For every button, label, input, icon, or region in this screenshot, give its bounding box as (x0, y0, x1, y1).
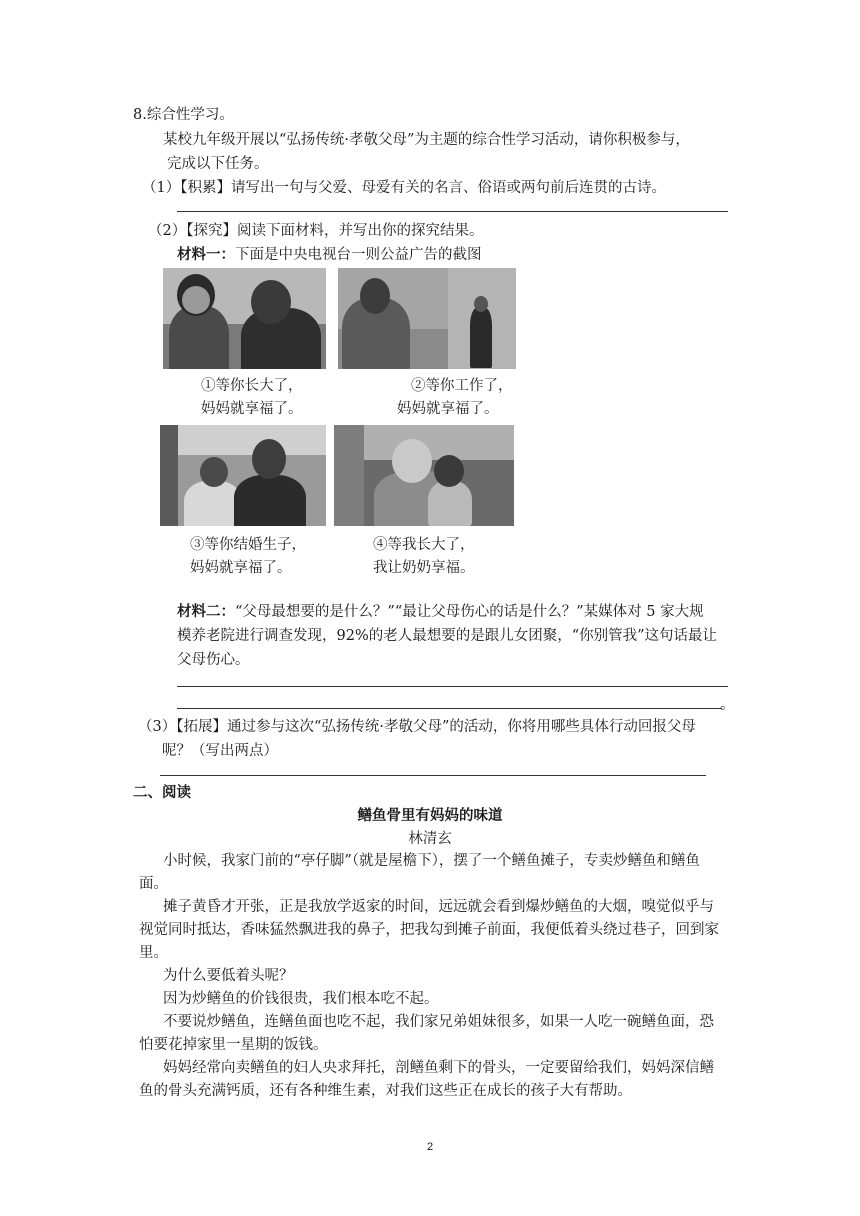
answer-line-4 (160, 775, 706, 776)
paragraph-line: 为什么要低着头呢？ (163, 968, 294, 984)
paragraph-line: 小时候，我家门前的“亭仔脚”（就是屋檐下），摆了一个鳝鱼摊子，专卖炒鳝鱼和鳝鱼 (163, 853, 700, 869)
material-1 (177, 246, 482, 264)
paragraph-line: 怕要花掉家里一星期的饭钱。 (139, 1037, 328, 1053)
caption-2-line1: ②等你工作了， (411, 378, 513, 394)
paragraph-line: 里。 (139, 945, 168, 961)
caption-2-line2: 妈妈就享福了。 (397, 401, 499, 417)
page-number: 2 (426, 1141, 434, 1153)
question-8-intro-line1: 某校九年级开展以“弘扬传统·孝敬父母”为主题的综合性学习活动，请你积极参与， (163, 132, 690, 148)
section-2-heading: 二、阅读 (133, 784, 191, 801)
paragraph-line: 面。 (139, 876, 168, 892)
caption-4-line2: 我让奶奶享福。 (373, 560, 475, 576)
material-2-line2: 模养老院进行调查发现，92%的老人最想要的是跟儿女团聚，“你别管我”这句话最让 (177, 628, 718, 644)
material-2-line3: 父母伤心。 (177, 652, 250, 668)
answer-line-2 (177, 686, 728, 687)
ad-screenshot-3 (160, 425, 326, 526)
material-1-text: 下面是中央电视台一则公益广告的截图 (235, 247, 482, 263)
paragraph-line: 摊子黄昏才开张，正是我放学返家的时间，远远就会看到爆炒鳝鱼的大烟，嗅觉似乎与 (163, 899, 714, 915)
material-2-label: 材料二： (177, 603, 235, 620)
task-1-accumulate: （1）【积累】请写出一句与父爱、母爱有关的名言、俗语或两句前后连贯的古诗。 (142, 180, 666, 196)
ad-screenshot-4 (334, 425, 514, 526)
ad-screenshot-2 (338, 268, 516, 369)
material-2-line1 (177, 603, 704, 621)
paragraph-line: 因为炒鳝鱼的价钱很贵，我们根本吃不起。 (163, 991, 439, 1007)
answer-line-3 (177, 708, 722, 709)
task-3-extend-line2: 呢？（写出两点） (162, 743, 278, 759)
caption-1-line1: ①等你长大了， (201, 378, 303, 394)
caption-3-line2: 妈妈就享福了。 (190, 560, 292, 576)
material-2-text-1: “父母最想要的是什么？”“最让父母伤心的话是什么？”某媒体对 5 家大规 (235, 604, 704, 620)
answer-line-period: 。 (720, 697, 735, 713)
caption-3-line1: ③等你结婚生子， (190, 537, 306, 553)
article-title: 鳝鱼骨里有妈妈的味道 (357, 807, 503, 824)
paragraph-line: 鱼的骨头充满钙质，还有各种维生素，对我们这些正在成长的孩子大有帮助。 (139, 1083, 632, 1099)
material-1-label: 材料一： (177, 246, 235, 263)
task-3-extend-line1: （3）【拓展】通过参与这次“弘扬传统·孝敬父母”的活动，你将用哪些具体行动回报父母 (138, 719, 696, 735)
article-author: 林清玄 (408, 831, 452, 847)
ad-screenshot-1 (163, 268, 326, 369)
question-8-intro-line2: 完成以下任务。 (167, 156, 269, 172)
paragraph-line: 不要说炒鳝鱼，连鳝鱼面也吃不起，我们家兄弟姐妹很多，如果一人吃一碗鳝鱼面，恐 (163, 1014, 714, 1030)
paragraph-line: 视觉同时抵达，香味猛然飘进我的鼻子，把我勾到摊子前面，我便低着头绕过巷子，回到家 (139, 922, 719, 938)
answer-line-1 (177, 211, 728, 212)
caption-4-line1: ④等我长大了， (373, 537, 475, 553)
paragraph-line: 妈妈经常向卖鳝鱼的妇人央求拜托，剖鳝鱼剩下的骨头，一定要留给我们，妈妈深信鳝 (163, 1060, 714, 1076)
task-2-explore: （2）【探究】阅读下面材料，并写出你的探究结果。 (148, 223, 484, 239)
caption-1-line2: 妈妈就享福了。 (201, 401, 303, 417)
question-8-title: 8.综合性学习。 (133, 107, 234, 123)
